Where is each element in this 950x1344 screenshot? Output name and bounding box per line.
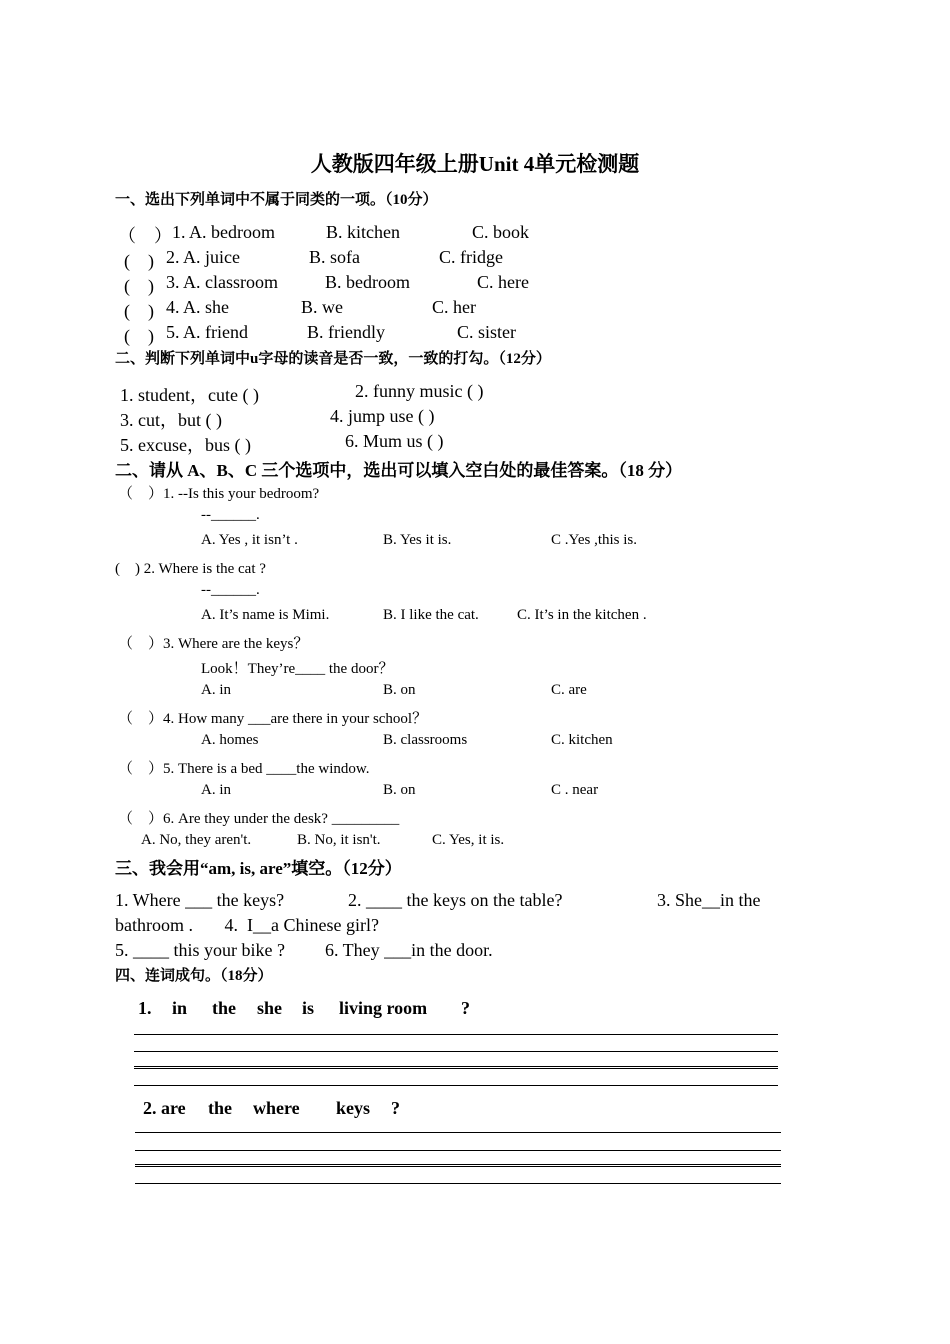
question-stem: （ ）3. Where are the keys？ <box>118 636 309 652</box>
option-c: C. sister <box>457 322 517 342</box>
fill-blank-line: 1. Where ___ the keys? <box>115 890 285 910</box>
question-option-a: 4. A. she <box>166 297 229 317</box>
section1-heading: 一、选出下列单词中不属于同类的一项。（10分） <box>115 192 438 208</box>
fill-blank-line: 5. ____ this your bike ? <box>115 940 285 960</box>
answer-paren[interactable]: ( ) <box>124 251 154 271</box>
option-b: B. classrooms <box>383 732 468 748</box>
answer-line[interactable] <box>134 1034 778 1035</box>
question-option-a: 3. A. classroom <box>166 272 278 292</box>
page-title: 人教版四年级上册Unit 4单元检测题 <box>310 152 640 176</box>
option-b: B. on <box>383 782 416 798</box>
option-a: A. in <box>201 682 231 698</box>
option-a: A. No, they aren't. <box>141 832 252 848</box>
option-c: C. kitchen <box>551 732 613 748</box>
option-b: B. bedroom <box>325 272 410 292</box>
answer-paren[interactable]: ( ) <box>124 301 154 321</box>
question-context: Look！They’re____ the door？ <box>201 661 394 677</box>
option-c: C. It’s in the kitchen . <box>517 607 647 623</box>
list-item: 4. jump use ( ) <box>330 406 435 426</box>
answer-line[interactable] <box>135 1132 781 1133</box>
section3-heading: 二、请从 A、B、C 三个选项中，选出可以填入空白处的最佳答案。（18 分） <box>115 461 683 480</box>
list-item: 5. excuse，bus ( ) <box>120 435 251 455</box>
option-b: B. kitchen <box>326 222 400 242</box>
question-stem: ( ) 2. Where is the cat ? <box>115 561 266 577</box>
option-c: C. are <box>551 682 587 698</box>
option-a: A. Yes , it isn’t . <box>201 532 298 548</box>
word: where <box>253 1098 300 1118</box>
option-b: B. Yes it is. <box>383 532 452 548</box>
word: keys <box>336 1098 371 1118</box>
answer-line[interactable] <box>135 1164 781 1167</box>
option-a: A. homes <box>201 732 259 748</box>
option-c: C. her <box>432 297 476 317</box>
list-item: 2. funny music ( ) <box>355 381 484 401</box>
list-item: 6. Mum us ( ) <box>345 431 444 451</box>
list-item: 3. cut，but ( ) <box>120 410 222 430</box>
list-item: 1. student，cute ( ) <box>120 385 259 405</box>
fill-blank-line: bathroom . 4. I__a Chinese girl? <box>115 915 379 935</box>
fill-blank-line: 2. ____ the keys on the table? <box>348 890 563 910</box>
option-c: C. book <box>472 222 530 242</box>
word: ? <box>391 1098 400 1118</box>
option-c: C. fridge <box>439 247 503 267</box>
answer-paren[interactable]: ( ) <box>124 276 154 296</box>
word: she <box>257 998 283 1018</box>
answer-line[interactable] <box>134 1051 778 1052</box>
option-b: B. we <box>301 297 343 317</box>
answer-line[interactable] <box>135 1183 781 1184</box>
question-option-a: 1. A. bedroom <box>172 222 275 242</box>
word: the <box>212 998 236 1018</box>
answer-line[interactable] <box>135 1150 781 1151</box>
word: ? <box>461 998 470 1018</box>
word: in <box>172 998 188 1018</box>
fill-blank-line: 3. She__in the <box>657 890 761 910</box>
answer-blank[interactable]: --______. <box>201 582 260 598</box>
word: is <box>302 998 315 1018</box>
question-stem: （ ）5. There is a bed ____the window. <box>118 761 370 777</box>
answer-line[interactable] <box>134 1066 778 1069</box>
option-c: C .Yes ,this is. <box>551 532 638 548</box>
question-stem: （ ）4. How many ___are there in your school？ <box>118 711 428 727</box>
option-a: A. It’s name is Mimi. <box>201 607 330 623</box>
option-b: B. No, it isn't. <box>297 832 381 848</box>
question-option-a: 2. A. juice <box>166 247 240 267</box>
option-b: B. on <box>383 682 416 698</box>
word: living room <box>339 998 428 1018</box>
answer-paren[interactable]: ( ) <box>124 326 154 346</box>
option-b: B. friendly <box>307 322 385 342</box>
option-c: C . near <box>551 782 599 798</box>
answer-blank[interactable]: --______. <box>201 507 260 523</box>
section5-heading: 四、连词成句。（18分） <box>115 968 273 984</box>
question-option-a: 5. A. friend <box>166 322 248 342</box>
option-a: A. in <box>201 782 231 798</box>
option-c: C. Yes, it is. <box>432 832 505 848</box>
word: 1. <box>138 998 152 1018</box>
section4-heading: 三、我会用“am, is, are”填空。（12分） <box>115 859 402 878</box>
section2-heading: 二、判断下列单词中u字母的读音是否一致，一致的打勾。（12分） <box>115 351 551 367</box>
word: the <box>208 1098 232 1118</box>
fill-blank-line: 6. They ___in the door. <box>325 940 493 960</box>
option-b: B. I like the cat. <box>383 607 479 623</box>
option-b: B. sofa <box>309 247 360 267</box>
answer-paren[interactable]: （ ） <box>118 226 172 246</box>
option-c: C. here <box>477 272 529 292</box>
answer-line[interactable] <box>134 1085 778 1086</box>
question-stem: （ ）6. Are they under the desk? _________ <box>118 811 400 827</box>
question-stem: （ ）1. --Is this your bedroom? <box>118 486 320 502</box>
word: 2. are <box>143 1098 186 1118</box>
